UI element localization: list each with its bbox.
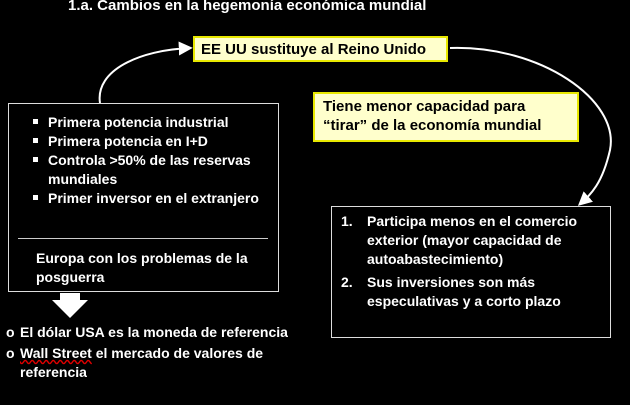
us-replaces-uk-box: EE UU sustituye al Reino Unido (193, 36, 448, 62)
circle-item (6, 323, 306, 342)
circle-bullet-icon: o (6, 345, 15, 361)
circle-item-text: el mercado de valores de referencia (20, 345, 264, 380)
lower-capacity-line1: Tiene menor capacidad para (323, 98, 526, 115)
bullet-item: Primer inversor en el extranjero (30, 189, 275, 208)
numbered-item (341, 273, 607, 311)
down-arrow-shape (52, 293, 88, 318)
divider (18, 238, 268, 239)
circle-item (6, 344, 306, 382)
item-text: Sus inversiones son más especulativas y a corto plazo (367, 274, 561, 309)
lower-capacity-line2: “tirar” de la economía mundial (323, 117, 542, 134)
lower-capacity-box (313, 92, 579, 142)
slide-title: 1.a. Cambios en la hegemonía económica mundial (68, 0, 427, 14)
us-differences-list (341, 212, 607, 315)
item-number: 1. (341, 213, 353, 229)
item-text: Participa menos en el comercio exterior (mayor capacidad de autoabastecimiento) (367, 213, 578, 267)
circle-item-text: El dólar USA es la moneda de referencia (20, 324, 288, 340)
bullet-item: Controla >50% de las reservas mundiales (30, 151, 275, 189)
numbered-item (341, 212, 607, 269)
bullet-item: Primera potencia en I+D (30, 132, 275, 151)
item-number: 2. (341, 274, 353, 290)
arrow-left-to-top (100, 48, 190, 103)
europe-postwar-text: Europa con los problemas de la posguerra (36, 250, 248, 285)
circle-bullet-icon: o (6, 324, 15, 340)
bullet-item: Primera potencia industrial (30, 113, 275, 132)
wall-street-text: Wall Street (20, 345, 92, 361)
dollar-hegemony-list (6, 323, 306, 384)
us-attributes-list (30, 113, 275, 208)
